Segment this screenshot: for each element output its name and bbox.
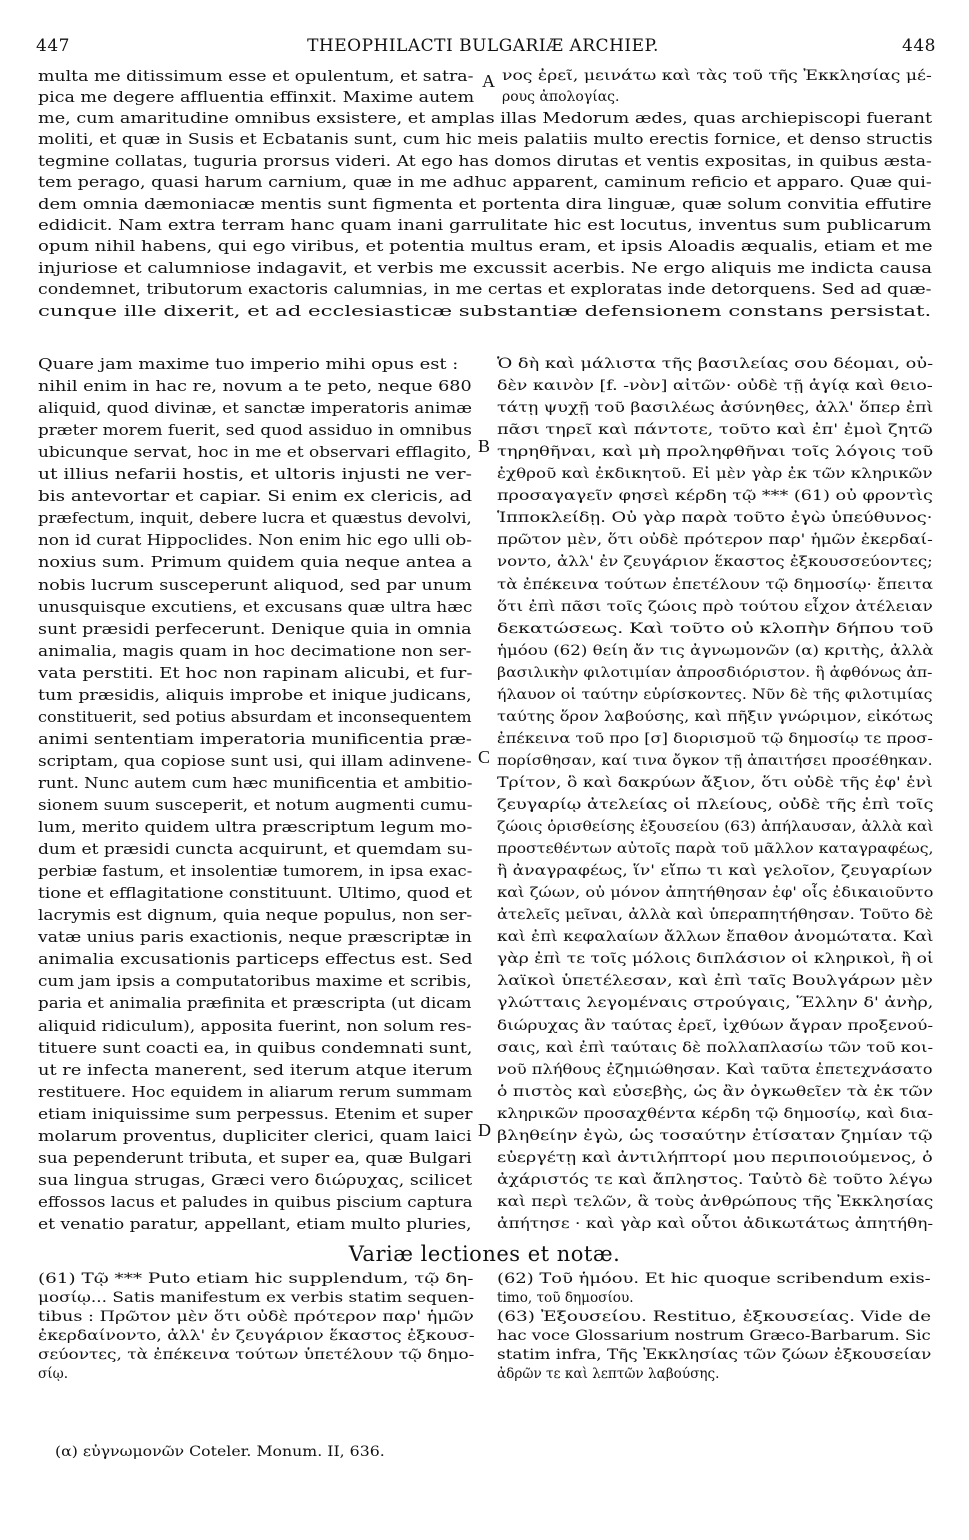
greek-line: ἐχθροῦ καὶ ἐκδικητοῦ. Εἰ μὲν γὰρ ἐκ τῶν κληρικῶν: [497, 466, 933, 483]
page-number-right: 448: [902, 36, 936, 56]
note-left-line: ἐκερδαίνοντο, ἀλλ' ἐν ζευγάριον ἕκαστος ἐξκουσ-: [38, 1328, 475, 1344]
greek-line: πορίσθησαν, καί τινα ὄγκον τῇ ἀπαιτήσει προσέθηκαν.: [497, 752, 933, 769]
latin-line: tituere sunt coacti ea, in quibus condemnati sunt,: [38, 1039, 473, 1057]
greek-line: τηρηθῆναι, καὶ μὴ προληφθῆναι τοῖς λόγοις τοῦ: [497, 444, 934, 461]
greek-line: ταύτης ὅρον λαβούσης, καὶ πῆξιν γνώριμον, εἰκότως: [497, 708, 933, 725]
note-left-line: tibus : Πρῶτον μὲν ὅτι οὐδὲ πρότερον παρ' ἡμῶν: [38, 1309, 474, 1325]
greek-line: εὐεργέτῃ καὶ ἀντιλήπτορί μου περιποιούμενος, ὁ: [497, 1149, 933, 1166]
latin-line: edidicit. Nam extra terram hanc quam inani garrulitate hic est locutus, inventus sum publicarum: [38, 217, 932, 234]
greek-line: πρῶτον μὲν, ὅτι οὐδὲ πρότερον παρ' ἡμῶν ἐκερδαί-: [497, 532, 933, 549]
latin-line: opum nihil habens, qui ego viribus, et potentia multus eram, et ipsis Aloadis æqualis, etiam et me: [38, 238, 933, 256]
greek-line: ζευγαρίῳ ἀτελείας οἱ πλείους, οὐδὲ τῆς ἐπὶ τοῖς: [497, 797, 934, 813]
latin-line: restituere. Hoc equidem in aliarum rerum summam: [38, 1083, 473, 1101]
greek-line: δεκατώσεως. Καὶ τοῦτο οὐ κλοπὴν δήπου τοῦ: [497, 620, 934, 637]
latin-line: scriptam, qua copiose sunt usi, qui illam adinvene-: [38, 752, 472, 770]
latin-line: molarum proventus, dupliciter clerici, quam laici: [38, 1127, 472, 1145]
greek-line: καὶ ζώων, οὐ μόνον ἀπητήθησαν ἐφ' οἷς ἐδικαιοῦντο: [497, 885, 934, 902]
latin-line: paria et animalia præfinita et præscripta (ut dicam: [38, 995, 472, 1013]
note-right-line: (63) Ἐξουσείου. Restituo, ἐξκουσείας. Vide de: [497, 1309, 932, 1325]
greek-line: ἀπήτησε · καὶ γὰρ καὶ οὗτοι ἀδικωτάτως ἀπητήθη-: [497, 1215, 934, 1232]
latin-line: ut illius nefarii hostis, et ultoris injusti ne ver-: [38, 466, 472, 484]
greek-line: τάτῃ ψυχῇ τοῦ βασιλέως ἀσύνηθες, ἀλλ' ὅπερ ἐπὶ: [497, 400, 934, 417]
latin-line: tum præsidis, aliquis improbe et inique judicans,: [38, 686, 472, 704]
latin-line: sunt præsidi perfecerunt. Denique quia in omnia: [38, 620, 472, 638]
page-number-left: 447: [36, 36, 70, 56]
latin-line: moliti, et quæ in Susis et Ecbatanis sunt, cum hic meis palatiis multo erectis fornice, et denso structis: [38, 131, 933, 149]
greek-line: πᾶσι τηρεῖ καὶ πάντοτε, τοῦτο καὶ ἐπ' ἐμοὶ ζητῶ: [497, 422, 933, 439]
latin-line: aliquid, quod divinæ, et sanctæ imperatoris animæ: [38, 400, 472, 418]
greek-line: ἀτελεῖς μεῖναι, ἀλλὰ καὶ ὑπεραπητήθησαν. Τοῦτο δὲ: [497, 907, 934, 924]
greek-line: σαις, καὶ ἐπὶ ταύταις δὲ πολλαπλασίω τῶν τοῦ κοι-: [497, 1039, 934, 1056]
greek-line: καὶ περὶ τελῶν, ἃ τοὺς ἀνθρώπους τῆς Ἐκκλησίας: [497, 1193, 934, 1210]
greek-line: γλώτταις λεγομέναις στρούγαις, Ἕλλην δ' ἀνὴρ,: [497, 995, 934, 1012]
notes-title: Variæ lectiones et notæ.: [348, 1242, 621, 1266]
greek-line: ρους ἀπολογίας.: [502, 89, 620, 105]
note-left-line: (α) εὐγνωμονῶν Coteler. Monum. II, 636.: [55, 1444, 385, 1460]
latin-line: animi sententiam imperatoria munificentia præ-: [38, 730, 472, 748]
greek-line: προσαγαγεῖν φησεὶ κέρδη τῷ *** (61) οὐ φροντὶς: [497, 488, 933, 505]
greek-line: νοῦ πλήθους ἐζημιώθησαν. Καὶ ταῦτα ἐπετεχνάσατο: [497, 1061, 933, 1078]
running-header: [30, 36, 936, 62]
note-left-line: σίῳ.: [38, 1366, 69, 1382]
latin-line: me, cum amaritudine omnibus exsistere, et amplas illas Medorum ædes, quas archiepiscopi fuerant: [38, 110, 933, 127]
latin-line: animalia, magis quam in hoc decimatione non ser-: [38, 642, 472, 660]
latin-line: nobis lucrum susceperunt aliquod, sed par unum: [38, 576, 472, 594]
note-right-line: (62) Τοῦ ἡμόου. Et hic quoque scribendum exis-: [497, 1271, 931, 1287]
latin-line: tione et efflagitatione constituunt. Ultimo, quod et: [38, 885, 473, 903]
latin-line: lum, merito quidem ultra præscriptum legum mo-: [38, 819, 473, 837]
latin-line: vatæ unius paris exactionis, neque præscriptæ in: [38, 929, 472, 947]
latin-line: noxius sum. Primum quidem quia neque antea a: [38, 554, 473, 572]
margin-letter-b: B: [478, 436, 491, 456]
latin-line: pica me degere affluentia effinxit. Maxime autem: [38, 89, 475, 106]
latin-line: animalia excusationis particeps effectus est. Sed: [38, 951, 473, 969]
latin-line: dum et præsidi cuncta acquirunt, et quemdam su-: [38, 841, 473, 859]
latin-line: perbiæ fastum, et insolentiæ tumorem, in ipsa exac-: [38, 863, 473, 881]
greek-line: Ἱπποκλείδῃ. Οὐ γὰρ παρὰ τοῦτο ἐγὼ ὑπεύθυνος·: [497, 510, 933, 527]
latin-line: tegmine collatas, tuguria prorsus videri. At ego has domos dirutas et ventis expositas, in quibus æsta-: [38, 152, 932, 170]
latin-line: sua lingua strugas, Græci vero διώρυχας, scilicet: [38, 1171, 473, 1189]
greek-line: νοντο, ἀλλ' ἐν ζευγάριον ἕκαστος ἐξκουσσεύοντες;: [497, 554, 933, 571]
greek-line: βασιλικὴν φιλοτιμίαν ἀπροσδιόριστον. ἣ ἀφθόνως ἀπ-: [497, 664, 933, 681]
latin-line: bis antevortar et capiar. Si enim ex clericis, ad: [38, 488, 473, 506]
greek-line: ἡμόου (62) θείη ἄν τις ἀγνωμονῶν (α) κριτὴς, ἀλλὰ: [497, 642, 934, 659]
latin-line: præfectum, inquit, debere lucra et quæstus devolvi,: [38, 510, 472, 528]
greek-line: λαϊκοὶ ὑπετέλεσαν, καὶ ἐπὶ ταῖς Βουλγάρων μὲν: [497, 973, 933, 990]
latin-line: nihil enim in hac re, novum a te peto, neque 680: [38, 378, 472, 396]
latin-line: dem omnia dæmoniacæ mentis sunt figmenta et portenta dira linguæ, quæ solum convitia effutire: [38, 195, 932, 213]
greek-line: νος ἐρεῖ, μεινάτω καὶ τὰς τοῦ τῆς Ἐκκλησίας μέ-: [502, 68, 932, 84]
note-right-line: ἀδρῶν τε καὶ λεπτῶν λαβούσης.: [497, 1366, 720, 1382]
margin-letter-c: C: [478, 747, 491, 767]
greek-line: τὰ ἐπέκεινα τούτων ἐπετέλουν τῷ δημοσίῳ· ἔπειτα: [497, 576, 934, 593]
latin-line: constituerit, sed potius absurdam et inconsequentem: [38, 708, 472, 726]
greek-line: ὁ πιστὸς καὶ εὐσεβὴς, ὡς ἂν ὀγκωθεῖεν τὰ ἐκ τῶν: [497, 1083, 934, 1100]
margin-letter-a: A: [482, 71, 495, 91]
greek-line: γὰρ ἐπὶ τε τοῖς μόλοις διπλάσιον οἱ κληρικοὶ, ἢ οἱ: [497, 951, 934, 968]
latin-line: multa me ditissimum esse et opulentum, et satra-: [38, 68, 474, 85]
note-left-line: μοσίῳ... Satis manifestum ex verbis statim sequen-: [38, 1290, 475, 1306]
latin-line: vata perstiti. Et hoc non rapinam alicubi, et fur-: [38, 664, 473, 682]
latin-line: tem perago, quasi harum carnium, quæ in me adhuc apparent, caminum reficio et apparo. Quæ qui-: [38, 174, 932, 192]
latin-line: runt. Nunc autem cum hæc munificentia et ambitio-: [38, 774, 473, 792]
latin-line: et venatio paratur, appellant, etiam multo pluries,: [38, 1215, 472, 1233]
margin-letter-d: D: [478, 1120, 491, 1140]
latin-line: ubicunque servat, hoc in me et observari efflagito,: [38, 444, 472, 462]
latin-line: Quare jam maxime tuo imperio mihi opus est :: [38, 356, 459, 373]
latin-line: aliquid ridiculum), apposita fuerint, non solum res-: [38, 1017, 472, 1035]
latin-line: sionem suum susceperit, et notum augmenti cumu-: [38, 797, 473, 814]
greek-line: Τρίτον, ὃ καὶ δακρύων ἄξιον, ὅτι οὐδὲ τῆς ἐφ' ἑνὶ: [497, 774, 933, 791]
greek-line: ήλαυον οἱ ταύτην εὑρίσκοντες. Νῦν δὲ τῆς φιλοτιμίας: [497, 686, 933, 703]
greek-line: ὅτι ἐπὶ πᾶσι τοῖς ζώοις πρὸ τούτου εἶχον ἀτέλειαν: [497, 598, 933, 615]
latin-line: non id curat Hippoclides. Non enim hic ego ulli ob-: [38, 532, 472, 550]
greek-line: ἢ ἀναγραφέως, ἵν' εἴπω τι καὶ γελοῖον, ζευγαρίων: [497, 863, 933, 880]
greek-line: Ὁ δὴ καὶ μάλιστα τῆς βασιλείας σου δέομαι, οὐ-: [497, 356, 934, 372]
latin-line: unusquisque excutiens, et excusans quæ ultra hæc: [38, 598, 473, 616]
latin-line: cum jam ipsis a computatoribus maxime et scribis,: [38, 973, 472, 991]
latin-line: etiam iniquissime sum perpessus. Etenim et super: [38, 1105, 473, 1123]
greek-line: καὶ ἐπὶ κεφαλαίων ἄλλων ἔπαθον ἀνομώτατα. Καὶ: [497, 929, 934, 946]
latin-line: condemnet, tributorum exactoris calumnias, in me certas et exploratas inde detorquens. Sed ad quæ-: [38, 281, 932, 299]
note-left-line: σεύοντες, τὰ ἐπέκεινα τούτων ὑπετέλουν τῷ δημο-: [38, 1347, 475, 1363]
greek-line: ἐπέκεινα τοῦ προ [σ] διορισμοῦ τῷ δημοσίῳ τε προσ-: [497, 730, 933, 747]
note-right-line: statim infra, Τῆς Ἐκκλησίας τῶν ζώων ἐξκουσείαν: [497, 1347, 932, 1363]
latin-line: effossos lacus et paludes in quibus piscium captura: [38, 1193, 473, 1211]
greek-line: ἀχάριστός τε καὶ ἄπληστος. Ταὐτὸ δὲ τοῦτο λέγω: [497, 1171, 933, 1188]
note-right-line: timo, τοῦ δημοσίου.: [497, 1290, 634, 1306]
greek-line: ζώοις ὁρισθείσης ἐξουσείου (63) ἀπήλαυσαν, ἀλλὰ καὶ: [497, 819, 934, 836]
latin-line: ut re infecta manerent, sed iterum atque iterum: [38, 1061, 473, 1079]
note-right-line: hac voce Glossarium nostrum Græco-Barbarum. Sic: [497, 1328, 931, 1344]
latin-line: injuriose et calumniose indagavit, et verbis me excussit acerbis. Ne ergo aliquis me indicta causa: [38, 259, 933, 277]
latin-line: præter morem fuerit, sed quod assiduo in omnibus: [38, 422, 472, 440]
running-title: THEOPHILACTI BULGARIÆ ARCHIEP.: [307, 36, 659, 56]
greek-line: βληθείην ἐγὼ, ὡς τοσαύτην ἐτίσαταν ζημίαν τῷ: [497, 1127, 933, 1144]
latin-line: cunque ille dixerit, et ad ecclesiasticæ substantiæ defensionem constans persistat.: [38, 302, 932, 320]
greek-line: δὲν καινὸν [f. -νὸν] αἰτῶν· οὐδὲ τῇ ἁγίᾳ καὶ θειο-: [497, 378, 933, 395]
latin-line: lacrymis est dignum, quia neque populus, non ser-: [38, 907, 473, 925]
latin-line: sua pependerunt tributa, et super ea, quæ Bulgari: [38, 1149, 472, 1167]
greek-line: προστεθέντων αὐτοῖς παρὰ τοῦ μᾶλλον καταγραφέως,: [497, 841, 934, 858]
greek-line: κληρικῶν προσαχθέντα κέρδη τῷ δημοσίῳ, καὶ δια-: [497, 1105, 934, 1122]
greek-line: διώρυχας ἂν ταύτας ἐρεῖ, ἰχθύων ἄγραν προξενού-: [497, 1017, 934, 1034]
note-left-line: (61) Τῷ *** Puto etiam hic supplendum, τῷ δη-: [38, 1271, 474, 1287]
